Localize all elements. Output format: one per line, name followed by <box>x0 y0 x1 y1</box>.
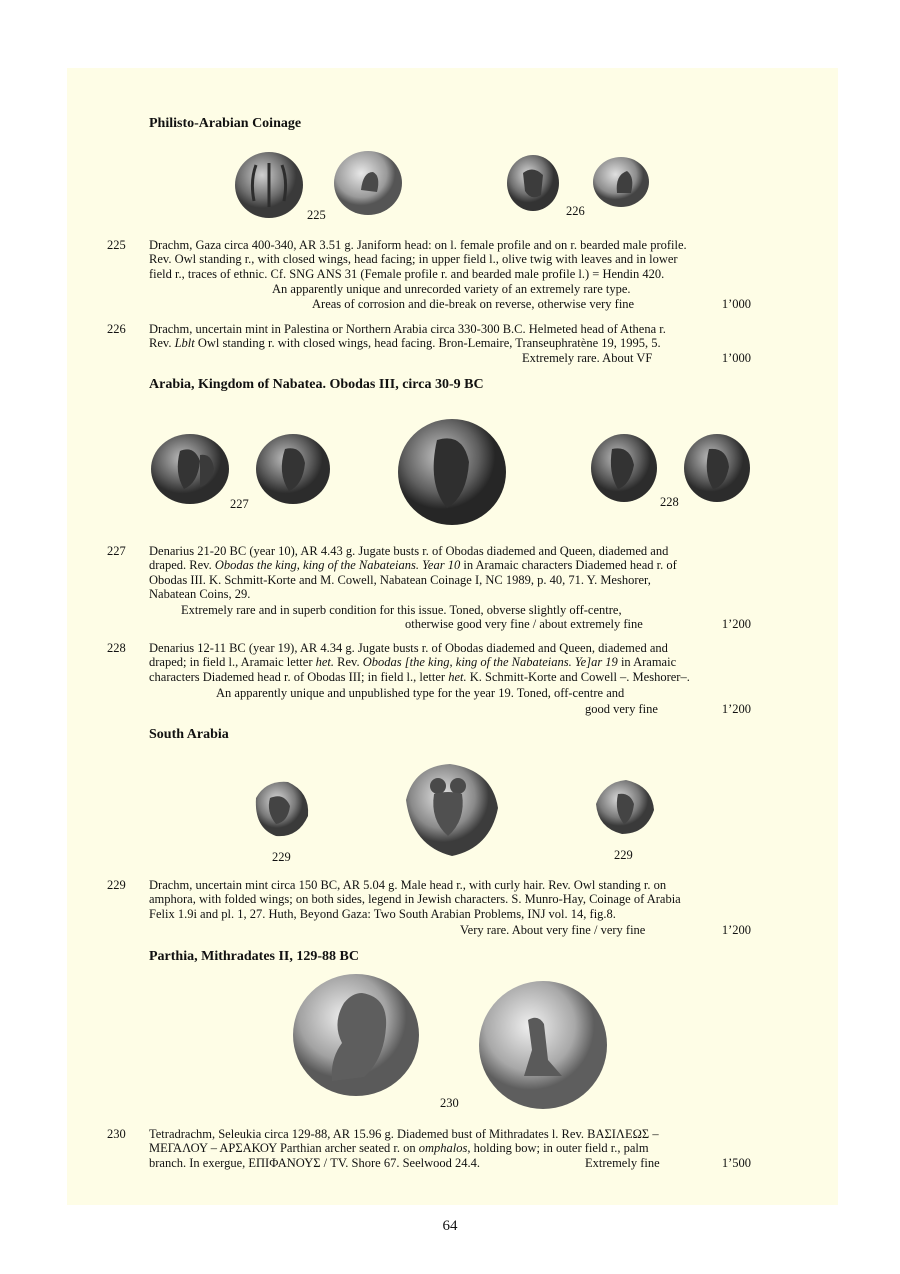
lot-grade: otherwise good very fine / about extremely fine <box>405 617 643 631</box>
lot-description <box>149 544 751 602</box>
lot-grade: Extremely rare. About VF <box>522 351 653 365</box>
description-line: draped. Rev. Obodas the king, king of the Nabateians. Year 10 in Aramaic characters Diademed head r. of <box>149 558 677 573</box>
coin-caption: 230 <box>440 1096 459 1110</box>
lot-grade: Very rare. About very fine / very fine <box>460 923 646 937</box>
lot-description <box>149 878 751 921</box>
lot-price: 1’200 <box>721 923 751 937</box>
coin-caption: 225 <box>307 208 326 222</box>
coin-caption: 229 <box>272 850 291 864</box>
page-number: 64 <box>442 1218 458 1234</box>
coin-image-230-reverse <box>478 980 608 1110</box>
coin-image-225-obverse <box>234 151 304 219</box>
lot-price: 1’200 <box>721 702 751 716</box>
coin-image-226-obverse <box>507 155 559 211</box>
description-line: Denarius 21-20 BC (year 10), AR 4.43 g. Jugate busts r. of Obodas diademed and Queen, diademed and <box>149 544 669 558</box>
lot-description <box>149 1127 751 1170</box>
description-line: draped; in field l., Aramaic letter het. Rev. Obodas [the king, king of the Nabateians. Ye]ar 19 in Aramaic <box>149 655 677 670</box>
lot-price: 1’500 <box>721 1156 751 1170</box>
lot-grade: Extremely fine <box>585 1156 660 1170</box>
coin-image-227-reverse <box>255 433 331 505</box>
description-line: Obodas III. K. Schmitt-Korte and M. Cowell, Nabatean Coinage I, NC 1989, p. 40, 71. Y. Meshorer, <box>149 572 651 587</box>
lot-description <box>149 641 751 684</box>
coin-caption: 226 <box>566 204 585 218</box>
description-line: Denarius 12-11 BC (year 19), AR 4.34 g. Jugate busts r. of Obodas diademed and Queen, diademed and <box>149 641 668 655</box>
lot-price: 1’000 <box>721 297 751 311</box>
lot-description <box>149 238 751 281</box>
lot-note: An apparently unique and unrecorded variety of an extremely rare type. <box>272 282 631 296</box>
coin-image-enlarged <box>397 418 507 526</box>
coin-image-226-reverse <box>593 157 649 207</box>
description-line: Tetradrachm, Seleukia circa 129-88, AR 15.96 g. Diademed bust of Mithradates l. Rev. ΒΑΣΙΛΕΩΣ – <box>149 1127 659 1141</box>
description-line: Nabatean Coins, 29. <box>149 587 251 602</box>
coin-image-230-obverse <box>292 973 420 1097</box>
description-line: Rev. Lblt Owl standing r. with closed wings, head facing. Bron-Lemaire, Transeuphratène 19, 1995, 5. <box>149 336 661 351</box>
lot-number: 226 <box>107 322 126 336</box>
section-heading: Philisto-Arabian Coinage <box>149 116 302 131</box>
coin-caption: 228 <box>660 495 679 509</box>
lot-number: 229 <box>107 878 126 892</box>
description-line: Drachm, uncertain mint in Palestina or Northern Arabia circa 330-300 B.C. Helmeted head of Athena r. <box>149 322 666 336</box>
lot-note: Extremely rare and in superb condition for this issue. Toned, obverse slightly off-centre, <box>181 603 622 617</box>
section-heading: Parthia, Mithradates II, 129-88 BC <box>149 949 359 964</box>
lot-description <box>149 322 751 351</box>
lot-grade: Areas of corrosion and die-break on reverse, otherwise very fine <box>312 297 635 311</box>
coin-image-228-obverse <box>590 433 658 503</box>
lot-price: 1’000 <box>721 351 751 365</box>
lot-number: 230 <box>107 1127 126 1141</box>
lot-number: 227 <box>107 544 126 558</box>
description-line: Drachm, uncertain mint circa 150 BC, AR 5.04 g. Male head r., with curly hair. Rev. Owl standing r. on <box>149 878 667 892</box>
coin-image-enlarged <box>400 760 502 858</box>
coin-caption: 229 <box>614 848 633 862</box>
description-line: branch. In exergue, ΕΠΙΦΑΝΟΥΣ / TV. Shore 67. Seelwood 24.4. <box>149 1155 480 1170</box>
lot-number: 225 <box>107 238 126 252</box>
coin-image-225-reverse <box>333 150 403 216</box>
section-heading: Arabia, Kingdom of Nabatea. Obodas III, circa 30-9 BC <box>149 377 484 392</box>
description-line: amphora, with folded wings; on both sides, legend in Jewish characters. S. Munro-Hay, Coinage of Arabia <box>149 892 681 907</box>
section-heading: South Arabia <box>149 727 229 742</box>
description-line: characters Diademed head r. of Obodas III; in field l., letter het. K. Schmitt-Korte and Cowell –. Meshorer–. <box>149 669 690 684</box>
description-line: ΜΕΓΑΛΟΥ – ΑΡΣΑΚΟΥ Parthian archer seated r. on omphalos, holding bow; in outer field r., palm <box>149 1141 649 1156</box>
lot-number: 228 <box>107 641 126 655</box>
coin-image-229-reverse <box>590 776 658 838</box>
description-line: Rev. Owl standing r., with closed wings, head facing; in upper field l., olive twig with leaves and in lower <box>149 252 678 267</box>
description-line: field r., traces of ethnic. Cf. SNG ANS 31 (Female profile r. and bearded male profile l.) = Hendin 420. <box>149 266 665 281</box>
coin-caption: 227 <box>230 497 249 511</box>
lot-grade: good very fine <box>585 702 658 716</box>
coin-image-227-obverse <box>150 433 230 505</box>
lot-note: An apparently unique and unpublished type for the year 19. Toned, off-centre and <box>216 686 625 700</box>
description-line: Drachm, Gaza circa 400-340, AR 3.51 g. Janiform head: on l. female profile and on r. bearded male profile. <box>149 238 687 252</box>
description-line: Felix 1.9i and pl. 1, 27. Huth, Beyond Gaza: Two South Arabian Problems, INJ vol. 14, fig.8. <box>149 906 616 921</box>
lot-price: 1’200 <box>721 617 751 631</box>
coin-image-228-reverse <box>683 433 751 503</box>
coin-image-229-obverse <box>248 776 314 842</box>
